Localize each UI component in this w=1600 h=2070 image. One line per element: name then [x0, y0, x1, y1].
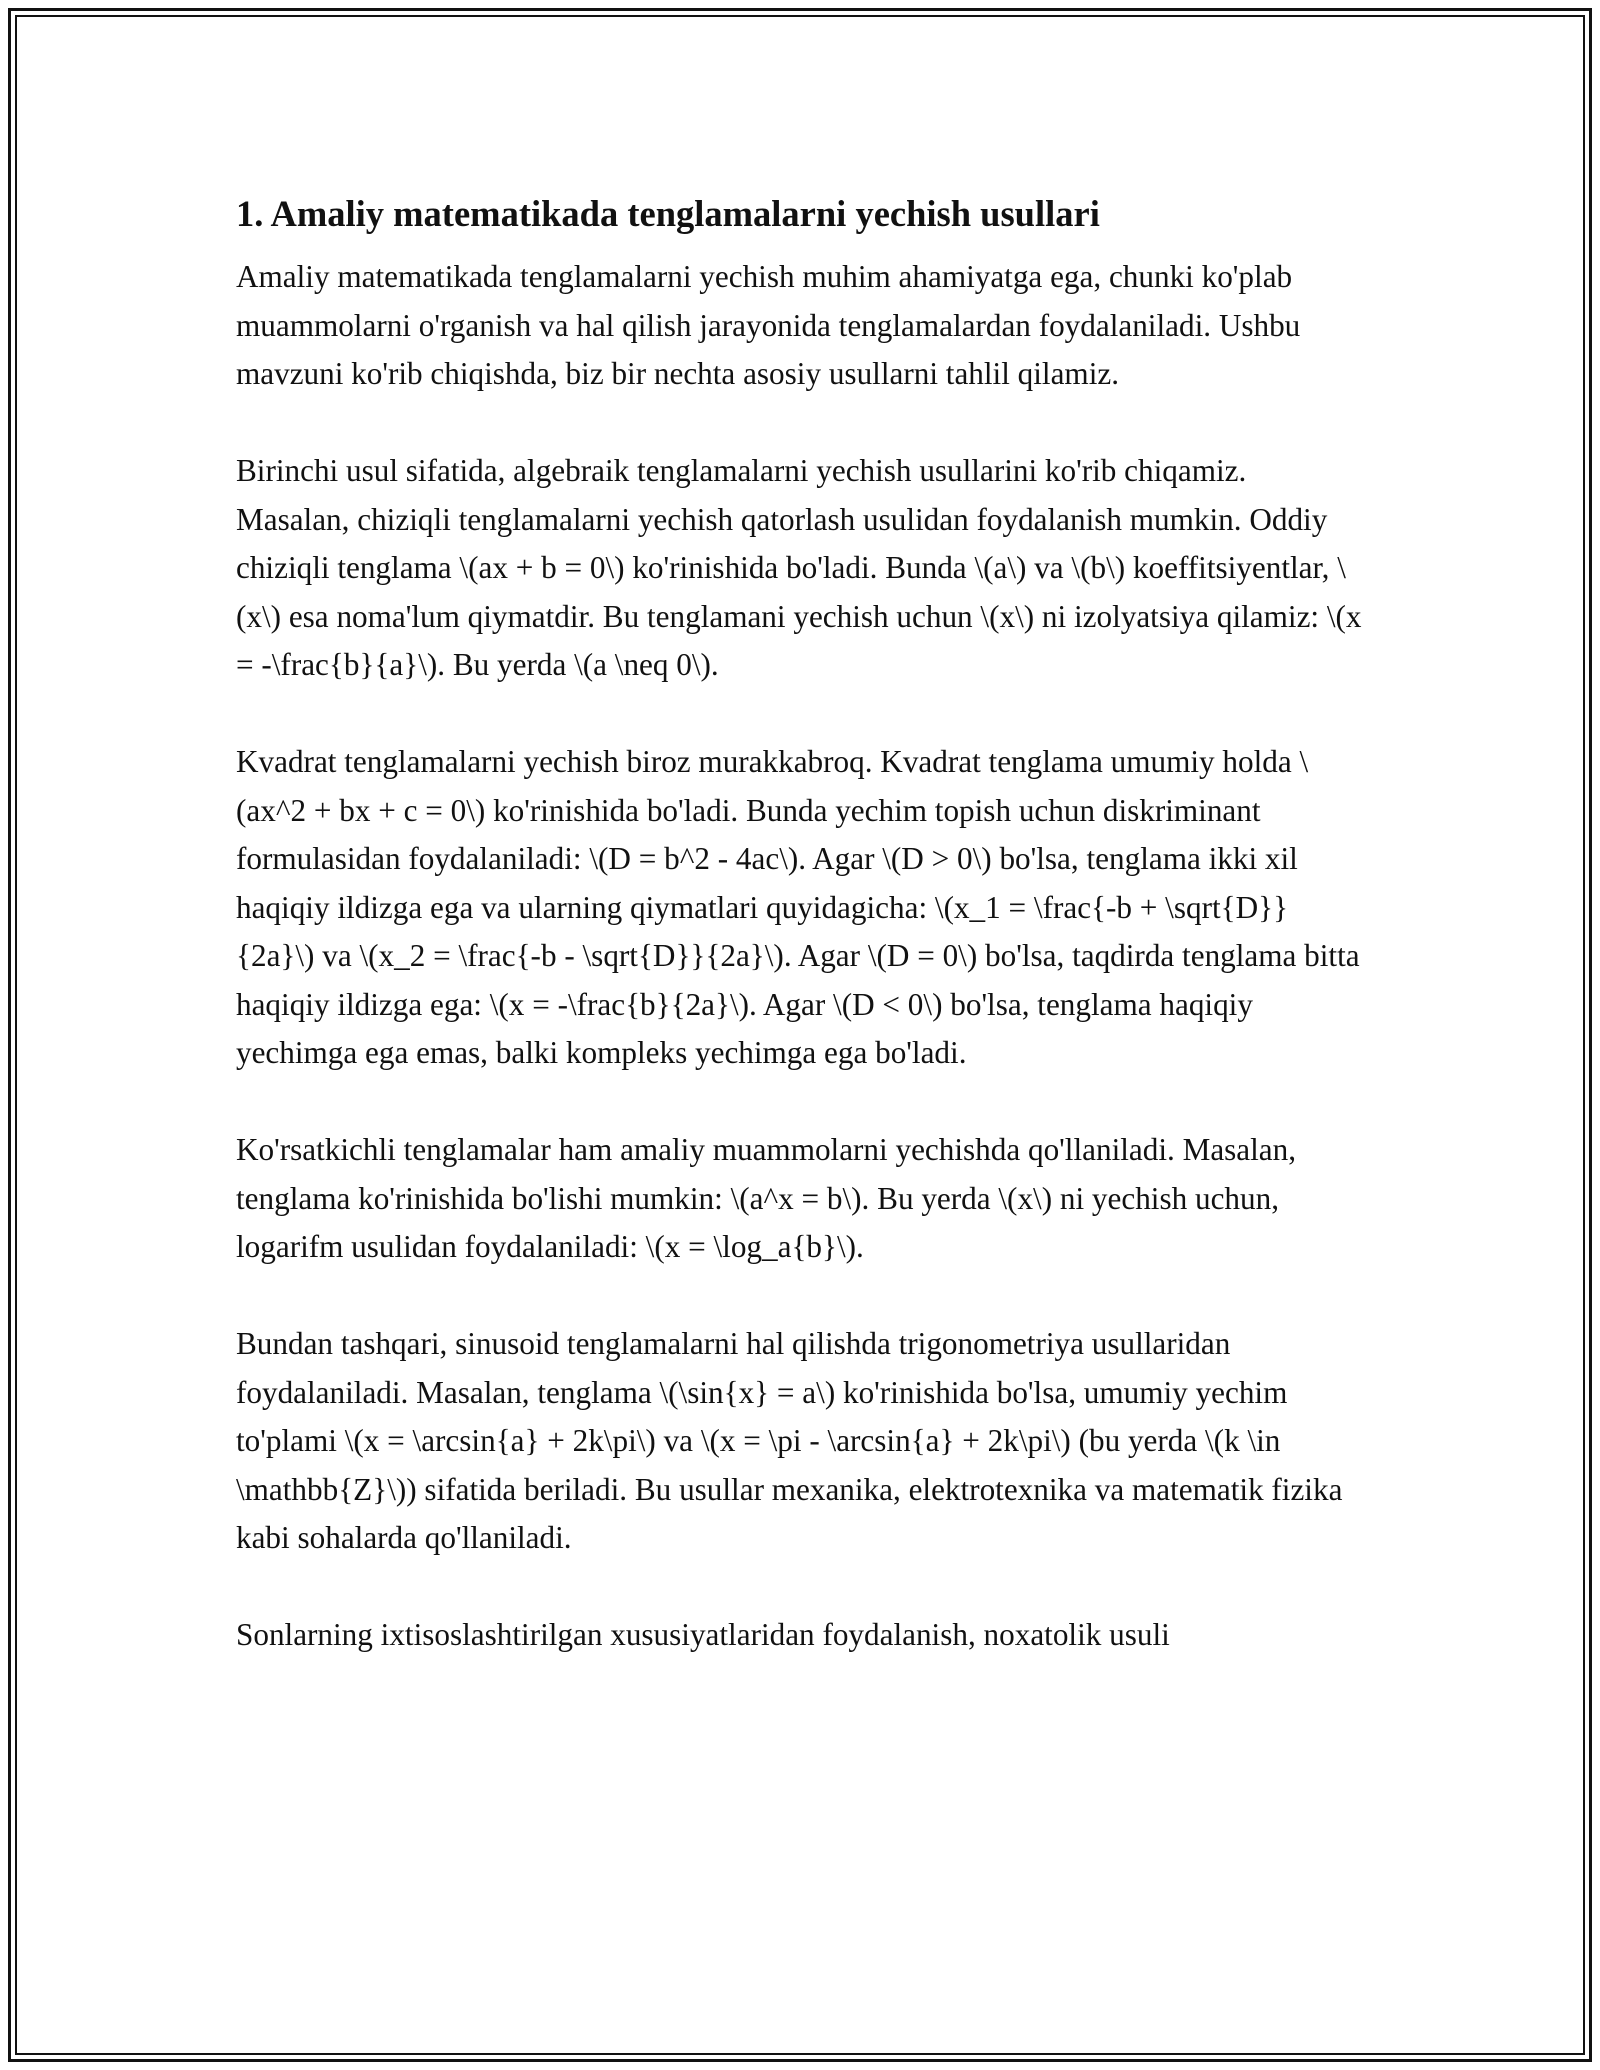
paragraph-exponential-equations: Ko'rsatkichli tenglamalar ham amaliy muammolarni yechishda qo'llaniladi. Masalan, tenglama ko'rinishida bo'lishi mumkin: \(a^x = b\). Bu yerda \(x\) ni yechish uchun, logarifm usulidan foydalaniladi: \(x = \log_a{b}\).	[236, 1132, 1297, 1264]
paragraph-intro: Amaliy matematikada tenglamalarni yechish muhim ahamiyatga ega, chunki ko'plab muammolarni o'rganish va hal qilish jarayonida tenglamalardan foydalaniladi. Ushbu mavzuni ko'rib chiqishda, biz bir nechta asosiy usullarni tahlil qilamiz.	[236, 259, 1301, 391]
paragraph-trigonometric-equations: Bundan tashqari, sinusoid tenglamalarni hal qilishda trigonometriya usullaridan foydalaniladi. Masalan, tenglama \(\sin{x} = a\) ko'rinishida bo'lsa, umumiy yechim to'plami \(x = \arcsin{a} + 2k\pi\) va \(x = \pi - \arcsin{a} + 2k\pi\) (bu yerda \(k \in \mathbb{Z}\)) sifatida beriladi. Bu usullar mexanika, elektrotexnika va matematik fizika kabi sohalarda qo'llaniladi.	[236, 1326, 1343, 1555]
paragraph-quadratic-equations: Kvadrat tenglamalarni yechish biroz murakkabroq. Kvadrat tenglama umumiy holda \(ax^2 + bx + c = 0\) ko'rinishida bo'ladi. Bunda yechim topish uchun diskriminant formulasidan foydalaniladi: \(D = b^2 - 4ac\). Agar \(D > 0\) bo'lsa, tenglama ikki xil haqiqiy ildizga ega va ularning qiymatlari quyidagicha: \(x_1 = \frac{-b + \sqrt{D}}{2a}\) va \(x_2 = \frac{-b - \sqrt{D}}{2a}\). Agar \(D = 0\) bo'lsa, taqdirda tenglama bitta haqiqiy ildizga ega: \(x = -\frac{b}{2a}\). Agar \(D < 0\) bo'lsa, tenglama haqiqiy yechimga ega emas, balki kompleks yechimga ega bo'ladi.	[236, 744, 1360, 1070]
document-body	[236, 185, 1366, 1708]
paragraph-number-properties: Sonlarning ixtisoslashtirilgan xususiyatlaridan foydalanish, noxatolik usuli	[236, 1617, 1170, 1652]
paragraph-linear-equations: Birinchi usul sifatida, algebraik tenglamalarni yechish usullarini ko'rib chiqamiz. Masalan, chiziqli tenglamalarni yechish qatorlash usulidan foydalanish mumkin. Oddiy chiziqli tenglama \(ax + b = 0\) ko'rinishida bo'ladi. Bunda \(a\) va \(b\) koeffitsiyentlar, \(x\) esa noma'lum qiymatdir. Bu tenglamani yechish uchun \(x\) ni izolyatsiya qilamiz: \(x = -\frac{b}{a}\). Bu yerda \(a \neq 0\).	[236, 453, 1362, 682]
section-heading: 1. Amaliy matematikada tenglamalarni yechish usullari	[236, 193, 1100, 234]
